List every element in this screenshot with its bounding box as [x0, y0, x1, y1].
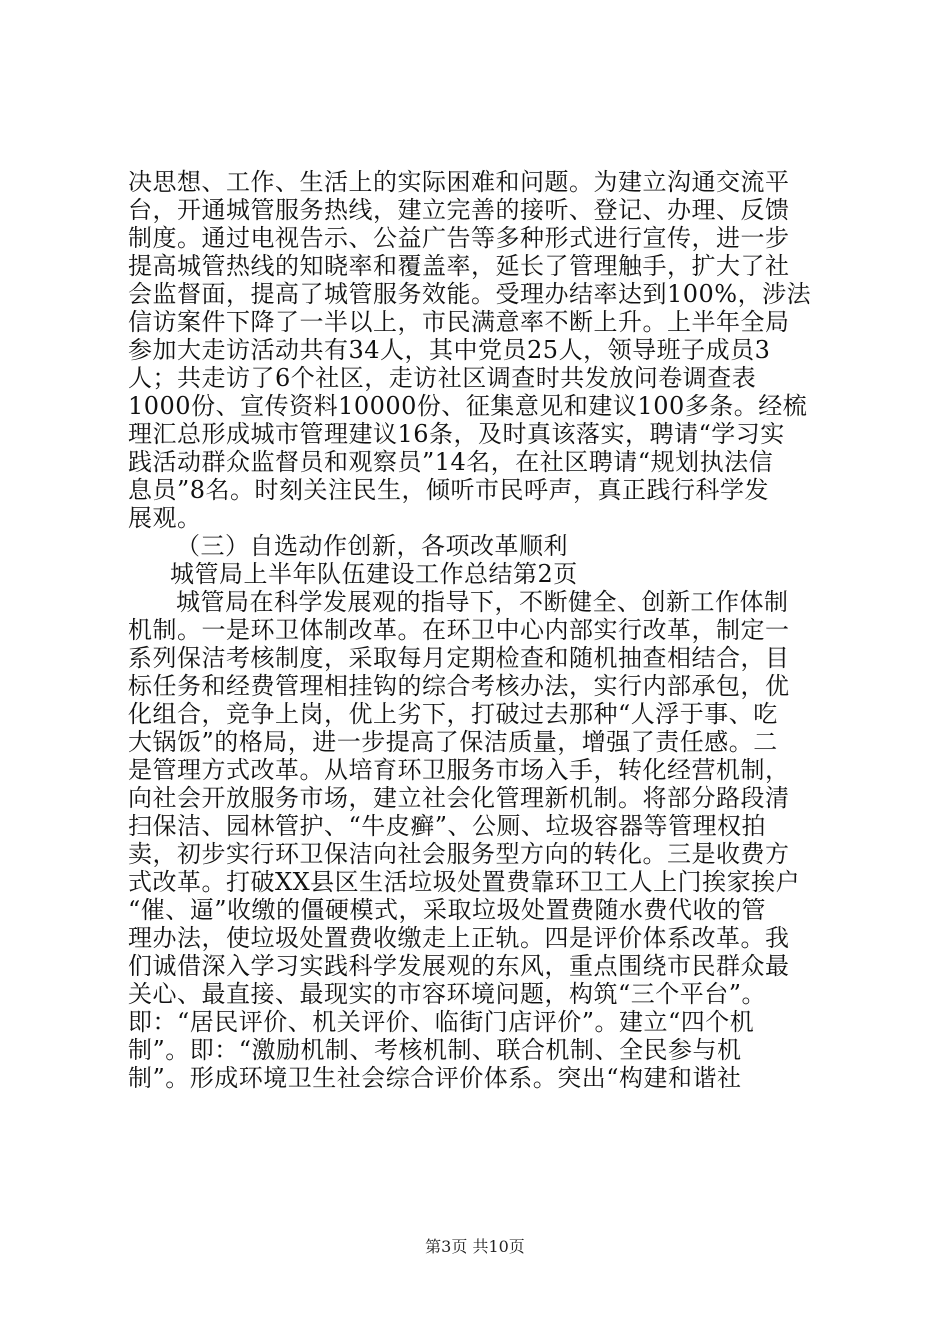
text-line: 是管理方式改革。从培育环卫服务市场入手，转化经营机制，	[128, 756, 790, 784]
text-line: 关心、最直接、最现实的市容环境问题，构筑“三个平台”。	[128, 980, 767, 1008]
paragraph-start: 城管局在科学发展观的指导下，不断健全、创新工作体制	[176, 588, 789, 616]
text-line: 制”。形成环境卫生社会综合评价体系。突出“构建和谐社	[128, 1064, 742, 1092]
text-line: 理汇总形成城市管理建议16条，及时真该落实，聘请“学习实	[128, 420, 785, 448]
text-line: 向社会开放服务市场，建立社会化管理新机制。将部分路段清	[128, 784, 790, 812]
section-heading: （三）自选动作创新，各项改革顺利	[176, 532, 568, 560]
text-line: 信访案件下降了一半以上，市民满意率不断上升。上半年全局	[128, 308, 790, 336]
text-line: 标任务和经费管理相挂钩的综合考核办法，实行内部承包，优	[128, 672, 790, 700]
text-line: 理办法，使垃圾处置费收缴走上正轨。四是评价体系改革。我	[128, 924, 790, 952]
text-line: 参加大走访活动共有34人，其中党员25人，领导班子成员3	[128, 336, 771, 364]
text-line: 制度。通过电视告示、公益广告等多种形式进行宣传，进一步	[128, 224, 790, 252]
text-line: 系列保洁考核制度，采取每月定期检查和随机抽查相结合，目	[128, 644, 790, 672]
text-line: 们诚借深入学习实践科学发展观的东风，重点围绕市民群众最	[128, 952, 790, 980]
text-line: 式改革。打破XX县区生活垃圾处置费靠环卫工人上门挨家挨户	[128, 868, 801, 896]
text-line: 提高城管热线的知晓率和覆盖率，延长了管理触手，扩大了社	[128, 252, 790, 280]
page-subtitle: 城管局上半年队伍建设工作总结第2页	[170, 560, 578, 588]
text-line: 即：“居民评价、机关评价、临街门店评价”。建立“四个机	[128, 1008, 755, 1036]
text-line: 化组合，竞争上岗，优上劣下，打破过去那种“人浮于事、吃	[128, 700, 778, 728]
text-line: 卖，初步实行环卫保洁向社会服务型方向的转化。三是收费方	[128, 840, 790, 868]
body-text	[128, 168, 838, 1092]
text-line: 机制。一是环卫体制改革。在环卫中心内部实行改革，制定一	[128, 616, 790, 644]
text-line: 践活动群众监督员和观察员”14名，在社区聘请“规划执法信	[128, 448, 774, 476]
text-line: 台，开通城管服务热线，建立完善的接听、登记、办理、反馈	[128, 196, 790, 224]
text-line: 1000份、宣传资料10000份、征集意见和建议100多条。经梳	[128, 392, 808, 420]
text-line: 会监督面，提高了城管服务效能。受理办结率达到100%，涉法	[128, 280, 812, 308]
text-line: 息员”8名。时刻关注民生，倾听市民呼声，真正践行科学发	[128, 476, 770, 504]
text-line: 扫保洁、园林管护、“牛皮癣”、公厕、垃圾容器等管理权拍	[128, 812, 767, 840]
text-line: 展观。	[128, 504, 202, 532]
text-line: “催、逼”收缴的僵硬模式，采取垃圾处置费随水费代收的管	[128, 896, 767, 924]
page-number-footer: 第3页 共10页	[425, 1237, 525, 1256]
text-line: 人；共走访了6个社区，走访社区调查时共发放问卷调查表	[128, 364, 757, 392]
text-line: 决思想、工作、生活上的实际困难和问题。为建立沟通交流平	[128, 168, 790, 196]
text-line: 制”。即：“激励机制、考核机制、联合机制、全民参与机	[128, 1036, 742, 1064]
text-line: 大锅饭”的格局，进一步提高了保洁质量，增强了责任感。二	[128, 728, 778, 756]
